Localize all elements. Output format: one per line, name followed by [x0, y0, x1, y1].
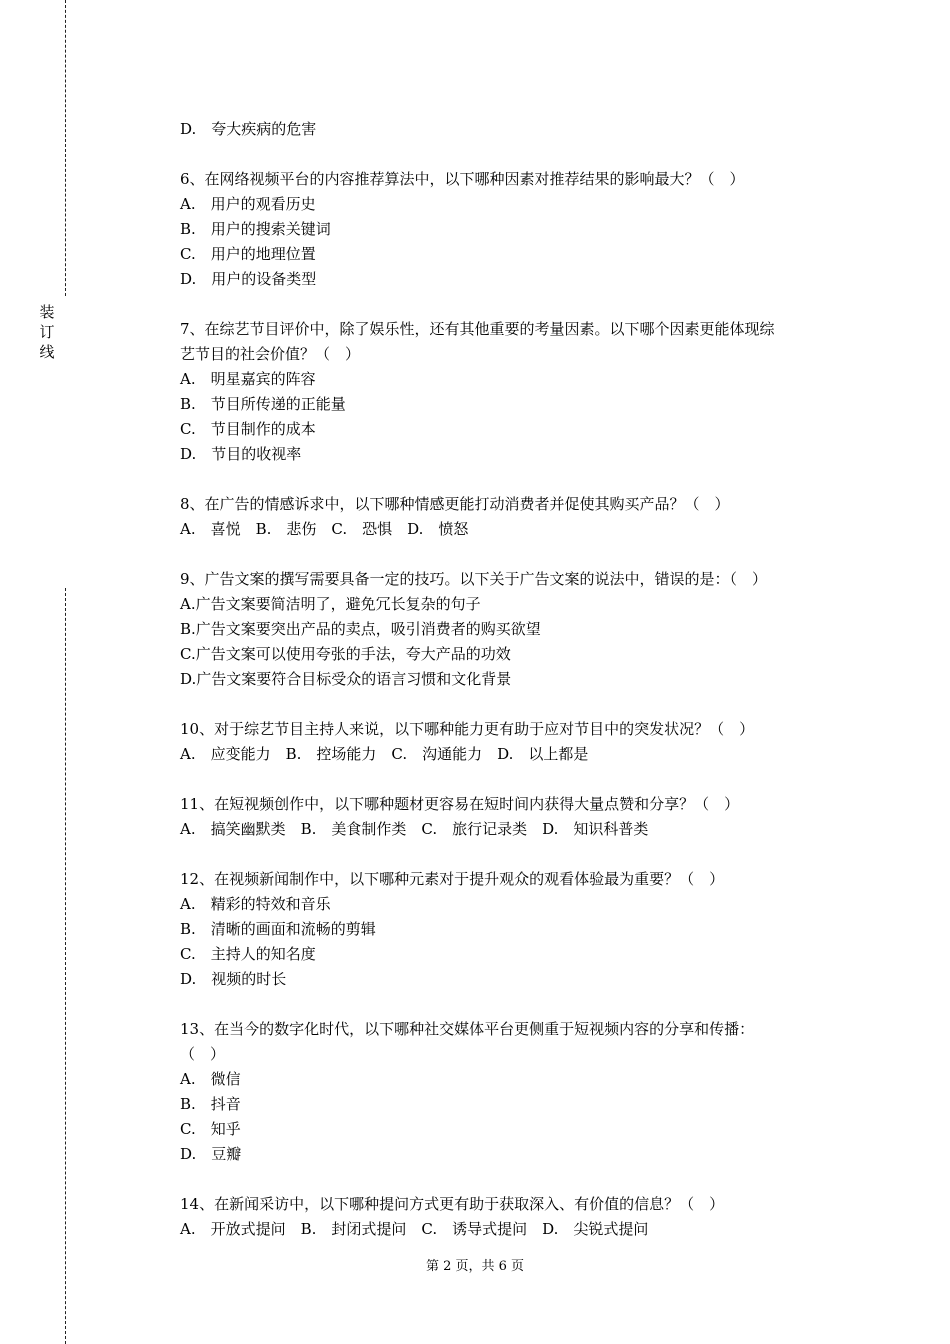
option-c: C. 节目制作的成本	[180, 420, 316, 438]
question-12	[180, 867, 850, 992]
binding-label	[37, 302, 57, 362]
option-a: A.广告文案要简洁明了，避免冗长复杂的句子	[180, 595, 481, 613]
question-11	[180, 792, 850, 842]
question-stem-line-1: 7、在综艺节目评价中，除了娱乐性，还有其他重要的考量因素。以下哪个因素更能体现综	[180, 320, 775, 338]
question-stem: 11、在短视频创作中，以下哪种题材更容易在短时间内获得大量点赞和分享？（ ）	[180, 795, 740, 813]
options-line: A. 搞笑幽默类 B. 美食制作类 C. 旅行记录类 D. 知识科普类	[180, 820, 649, 838]
option-a: A. 用户的观看历史	[180, 195, 316, 213]
option-c: C.广告文案可以使用夸张的手法，夸大产品的功效	[180, 645, 511, 663]
option-d: D. 用户的设备类型	[180, 270, 317, 288]
question-stem: 9、广告文案的撰写需要具备一定的技巧。以下关于广告文案的说法中，错误的是：（ ）	[180, 570, 768, 588]
question-10	[180, 717, 850, 767]
question-stem-line-2: （ ）	[180, 1045, 226, 1063]
option-d: D. 节目的收视率	[180, 445, 302, 463]
binding-char: 订	[39, 323, 55, 341]
options-line: A. 喜悦 B. 悲伤 C. 恐惧 D. 愤怒	[180, 520, 469, 538]
question-14	[180, 1192, 850, 1242]
option-a: A. 明星嘉宾的阵容	[180, 370, 316, 388]
option-d: D.广告文案要符合目标受众的语言习惯和文化背景	[180, 670, 512, 688]
options-line: A. 应变能力 B. 控场能力 C. 沟通能力 D. 以上都是	[180, 745, 589, 763]
binding-char: 线	[39, 343, 55, 361]
option-b: B.广告文案要突出产品的卖点，吸引消费者的购买欲望	[180, 620, 541, 638]
binding-line-top	[65, 0, 66, 296]
option-b: B. 用户的搜索关键词	[180, 220, 331, 238]
option-c: C. 主持人的知名度	[180, 945, 316, 963]
option-b: B. 节目所传递的正能量	[180, 395, 346, 413]
question-stem: 6、在网络视频平台的内容推荐算法中，以下哪种因素对推荐结果的影响最大？（ ）	[180, 170, 745, 188]
option-b: B. 清晰的画面和流畅的剪辑	[180, 920, 376, 938]
question-stem-line-1: 13、在当今的数字化时代，以下哪种社交媒体平台更侧重于短视频内容的分享和传播：	[180, 1020, 755, 1038]
question-8	[180, 492, 850, 542]
binding-char: 装	[39, 303, 55, 321]
question-stem: 14、在新闻采访中，以下哪种提问方式更有助于获取深入、有价值的信息？（ ）	[180, 1195, 725, 1213]
option-c: C. 用户的地理位置	[180, 245, 316, 263]
option-d: D. 豆瓣	[180, 1145, 242, 1163]
question-list	[180, 117, 850, 1242]
option-b: B. 抖音	[180, 1095, 241, 1113]
question-13	[180, 1017, 850, 1167]
question-9	[180, 567, 850, 692]
binding-line-bottom	[65, 588, 66, 1344]
question-7	[180, 317, 850, 467]
option-prev-d: D. 夸大疾病的危害	[180, 120, 317, 138]
page-footer: 第 2 页，共 6 页	[425, 1259, 525, 1274]
option-a: A. 微信	[180, 1070, 241, 1088]
option-c: C. 知乎	[180, 1120, 241, 1138]
option-d: D. 视频的时长	[180, 970, 287, 988]
option-a: A. 精彩的特效和音乐	[180, 895, 331, 913]
question-6	[180, 167, 850, 292]
question-stem: 8、在广告的情感诉求中，以下哪种情感更能打动消费者并促使其购买产品？（ ）	[180, 495, 730, 513]
options-line: A. 开放式提问 B. 封闭式提问 C. 诱导式提问 D. 尖锐式提问	[180, 1220, 649, 1238]
question-stem: 10、对于综艺节目主持人来说，以下哪种能力更有助于应对节目中的突发状况？（ ）	[180, 720, 755, 738]
question-stem-line-2: 艺节目的社会价值？（ ）	[180, 345, 361, 363]
question-stem: 12、在视频新闻制作中，以下哪种元素对于提升观众的观看体验最为重要？（ ）	[180, 870, 725, 888]
